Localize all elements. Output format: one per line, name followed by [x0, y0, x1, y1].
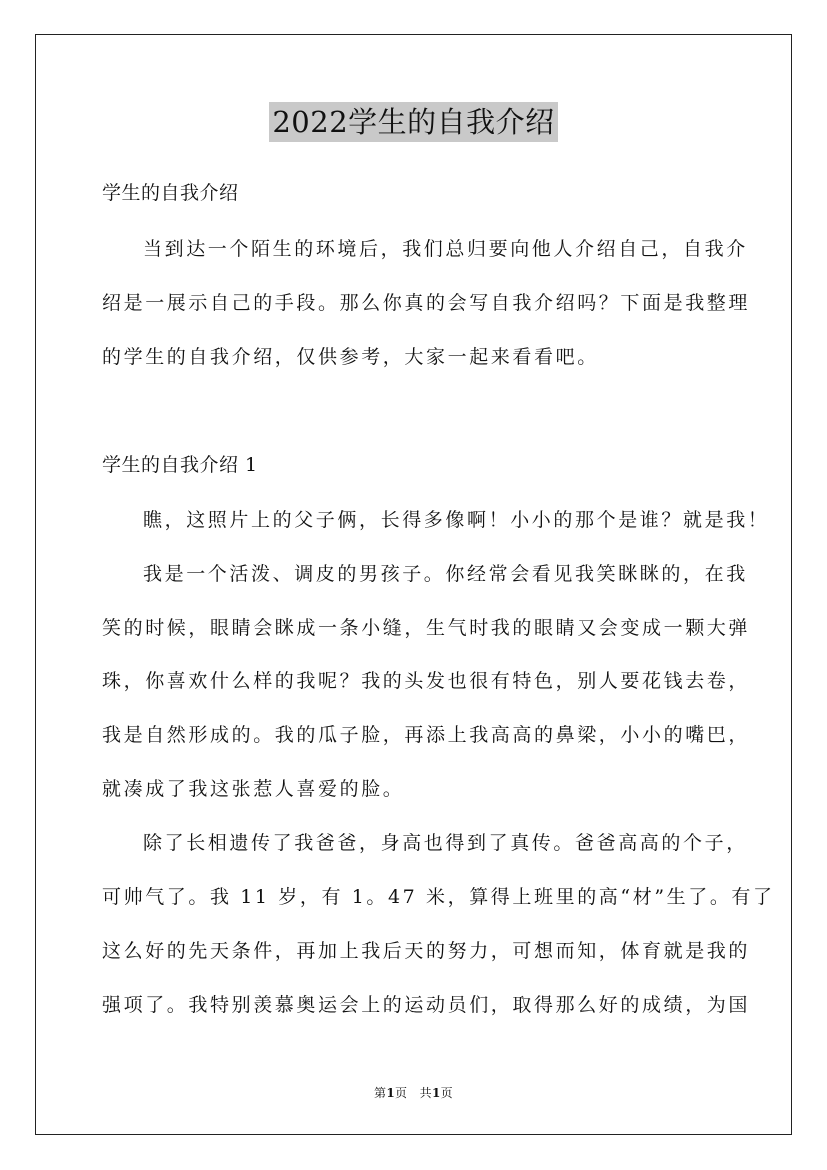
paragraph-line: 笑的时候，眼睛会眯成一条小缝，生气时我的眼睛又会变成一颗大弹: [102, 617, 751, 639]
paragraph-line: 瞧，这照片上的父子俩，长得多像啊！小小的那个是谁？就是我！: [143, 509, 770, 531]
page-footer: [0, 1084, 827, 1101]
page-prefix: 第: [374, 1086, 387, 1100]
subtitle: 学生的自我介绍: [102, 182, 239, 204]
section-heading: 学生的自我介绍 1: [102, 454, 258, 476]
paragraph-line: 强项了。我特别羡慕奥运会上的运动员们，取得那么好的成绩，为国: [102, 994, 751, 1016]
total-suffix: 页: [440, 1086, 453, 1100]
paragraph-line: 这么好的先天条件，再加上我后天的努力，可想而知，体育就是我的: [102, 940, 751, 962]
paragraph-line: 除了长相遗传了我爸爸，身高也得到了真传。爸爸高高的个子，: [143, 832, 748, 854]
title-container: [0, 102, 827, 142]
paragraph-line: 可帅气了。我 11 岁，有 1。47 米，算得上班里的高“材”生了。有了: [102, 886, 775, 908]
total-pages: 1: [431, 1086, 441, 1100]
page-suffix: 页: [395, 1086, 408, 1100]
document-title: 2022学生的自我介绍: [269, 102, 557, 142]
intro-line: 绍是一展示自己的手段。那么你真的会写自我介绍吗？下面是我整理: [102, 292, 751, 314]
paragraph-line: 我是自然形成的。我的瓜子脸，再添上我高高的鼻梁，小小的嘴巴，: [102, 724, 751, 746]
paragraph-line: 珠，你喜欢什么样的我呢？我的头发也很有特色，别人要花钱去卷，: [102, 670, 751, 692]
intro-line: 的学生的自我介绍，仅供参考，大家一起来看看吧。: [102, 346, 599, 368]
intro-line: 当到达一个陌生的环境后，我们总归要向他人介绍自己，自我介: [143, 238, 748, 260]
page-number: 1: [386, 1086, 396, 1100]
paragraph-line: 我是一个活泼、调皮的男孩子。你经常会看见我笑眯眯的，在我: [143, 563, 748, 585]
total-prefix: 共: [419, 1086, 432, 1100]
paragraph-line: 就凑成了我这张惹人喜爱的脸。: [102, 778, 405, 800]
